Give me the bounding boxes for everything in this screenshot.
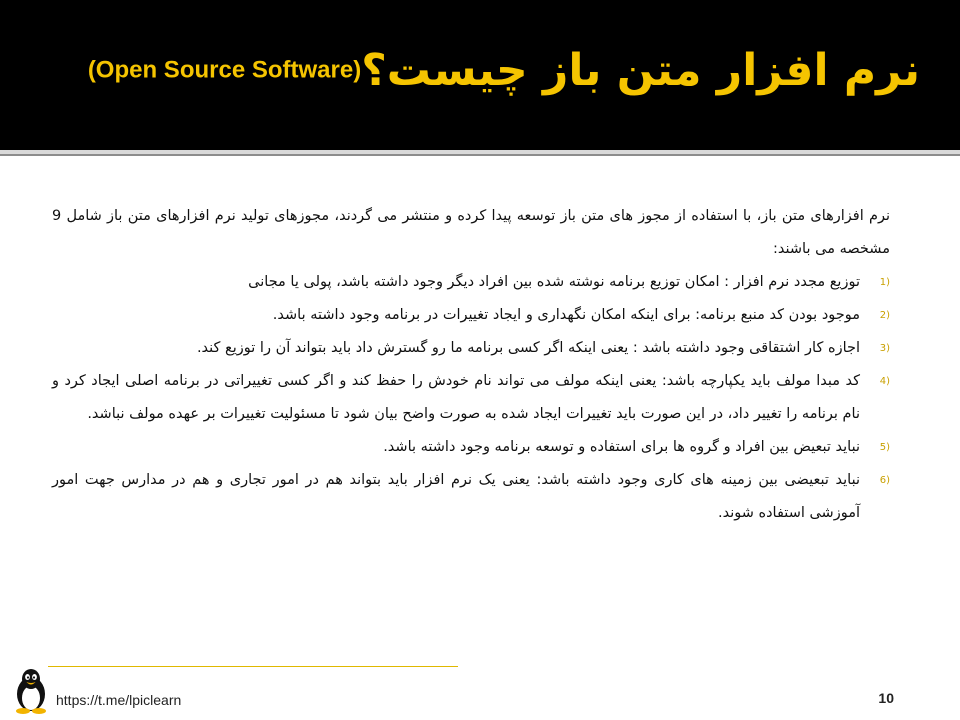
list-item-number: 1) — [879, 277, 890, 288]
list-item-text: نباید تبعیضی بین زمینه های کاری وجود داشته باشد: یعنی یک نرم افزار باید بتواند هم در امور تجاری و هم در مدارس جهت امور آموزشی استفاده شوند. — [52, 472, 860, 521]
list-item — [52, 464, 890, 530]
list-item-number: 3) — [879, 343, 890, 354]
title-bar — [0, 0, 960, 150]
list-item — [52, 299, 890, 332]
slide-title-english: (Open Source Software) — [87, 56, 362, 84]
slide-title-persian: نرم افزار متن باز چیست؟ — [361, 45, 920, 96]
list-item-text: موجود بودن کد منبع برنامه: برای اینکه امکان نگهداری و ایجاد تغییرات در برنامه وجود داشته باشد. — [272, 307, 860, 323]
list-item — [52, 332, 890, 365]
list-item — [52, 365, 890, 431]
list-item-number: 6) — [879, 475, 890, 486]
footer-divider — [48, 666, 458, 667]
list-item — [52, 266, 890, 299]
tux-penguin-icon — [12, 668, 50, 714]
list-item-number: 4) — [879, 376, 890, 387]
footer-url[interactable]: https://t.me/lpiclearn — [56, 692, 182, 708]
intro-paragraph: نرم افزارهای متن باز، با استفاده از مجوز های متن باز توسعه پیدا کرده و منتشر می گردند، مجوزهای تولید نرم افزارهای متن باز شامل 9 مشخصه می باشند: — [52, 208, 890, 257]
list-item — [52, 431, 890, 464]
slide-title — [40, 45, 920, 125]
slide-content — [52, 200, 890, 530]
list-item-text: اجازه کار اشتقاقی وجود داشته باشد : یعنی اینکه اگر کسی برنامه ما رو گسترش داد باید بتواند آن را توزیع کند. — [196, 340, 860, 356]
title-divider-dark — [0, 154, 960, 156]
page-number: 10 — [878, 690, 894, 706]
list-item-number: 5) — [879, 442, 890, 453]
list-item-text: نباید تبعیض بین افراد و گروه ها برای استفاده و توسعه برنامه وجود داشته باشد. — [383, 439, 860, 455]
list-item-text: توزیع مجدد نرم افزار : امکان توزیع برنامه نوشته شده بین افراد دیگر وجود داشته باشد، پولی یا مجانی — [248, 274, 860, 290]
list-item-text: کد مبدا مولف باید یکپارچه باشد: یعنی اینکه مولف می تواند نام خودش را حفظ کند و اگر کسی تغییراتی در برنامه اصلی ایجاد کرد و نام برنامه را تغییر داد، در این صورت باید تغییرات ایجاد شده به صورت واضح بیان شود تا مسئولیت تغییرات بر عهده مولف نباشد. — [52, 373, 860, 422]
criteria-list — [52, 266, 890, 530]
list-item-number: 2) — [879, 310, 890, 321]
